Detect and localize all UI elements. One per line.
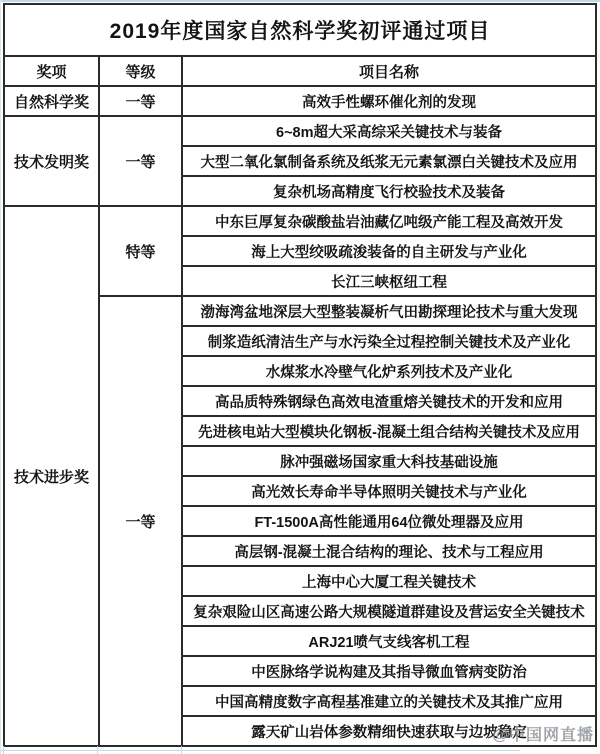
project-cell: 高层钢-混凝土混合结构的理论、技术与工程应用 [182, 536, 596, 566]
awards-table [3, 3, 597, 747]
level-cell: 一等 [99, 86, 182, 116]
project-cell: 中国高精度数字高程基准建立的关键技术及其推广应用 [182, 686, 596, 716]
spreadsheet-gridline-stub [181, 746, 182, 754]
project-cell: 中东巨厚复杂碳酸盐岩油藏亿吨级产能工程及高效开发 [182, 206, 596, 236]
award-cell: 技术进步奖 [4, 206, 99, 746]
project-cell: 高品质特殊钢绿色高效电渣重熔关键技术的开发和应用 [182, 386, 596, 416]
project-cell: 上海中心大厦工程关键技术 [182, 566, 596, 596]
table-row [4, 206, 596, 236]
project-cell: 先进核电站大型模块化钢板-混凝土组合结构关键技术及应用 [182, 416, 596, 446]
spreadsheet-gridline-stub [97, 746, 98, 754]
level-cell: 一等 [99, 116, 182, 206]
project-cell: 中医脉络学说构建及其指导微血管病变防治 [182, 656, 596, 686]
project-cell: 复杂机场高精度飞行校验技术及装备 [182, 176, 596, 206]
column-header-award: 奖项 [4, 56, 99, 86]
level-cell: 一等 [99, 296, 182, 746]
project-cell: 制浆造纸清洁生产与水污染全过程控制关键技术及产业化 [182, 326, 596, 356]
project-cell: 6~8m超大采高综采关键技术与装备 [182, 116, 596, 146]
award-cell: 自然科学奖 [4, 86, 99, 116]
table-row [4, 86, 596, 116]
project-cell: 复杂艰险山区高速公路大规模隧道群建设及营运安全关键技术 [182, 596, 596, 626]
column-header-project: 项目名称 [182, 56, 596, 86]
spreadsheet-gridline-stub [3, 746, 4, 754]
project-cell: 海上大型绞吸疏浚装备的自主研发与产业化 [182, 236, 596, 266]
project-cell: 露天矿山岩体参数精细快速获取与边坡稳定 [182, 716, 596, 746]
project-cell: 脉冲强磁场国家重大科技基础设施 [182, 446, 596, 476]
spreadsheet-gridline-bottom [0, 750, 520, 751]
award-cell: 技术发明奖 [4, 116, 99, 206]
project-cell: FT-1500A高性能通用64位微处理器及应用 [182, 506, 596, 536]
project-cell: 水煤浆水冷壁气化炉系列技术及产业化 [182, 356, 596, 386]
column-header-level: 等级 [99, 56, 182, 86]
project-cell: 大型二氧化氯制备系统及纸浆无元素氯漂白关键技术及应用 [182, 146, 596, 176]
project-cell: 渤海湾盆地深层大型整装凝析气田勘探理论技术与重大发现 [182, 296, 596, 326]
watermark: @中国网直播 [492, 727, 594, 744]
table-row [4, 116, 596, 146]
table-title: 2019年度国家自然科学奖初评通过项目 [4, 4, 596, 56]
project-cell: 高效手性螺环催化剂的发现 [182, 86, 596, 116]
project-cell: 高光效长寿命半导体照明关键技术与产业化 [182, 476, 596, 506]
spreadsheet-gridline-left [0, 0, 1, 754]
project-cell: 长江三峡枢纽工程 [182, 266, 596, 296]
spreadsheet-gridline-top [0, 0, 600, 2]
project-cell: ARJ21喷气支线客机工程 [182, 626, 596, 656]
level-cell: 特等 [99, 206, 182, 296]
